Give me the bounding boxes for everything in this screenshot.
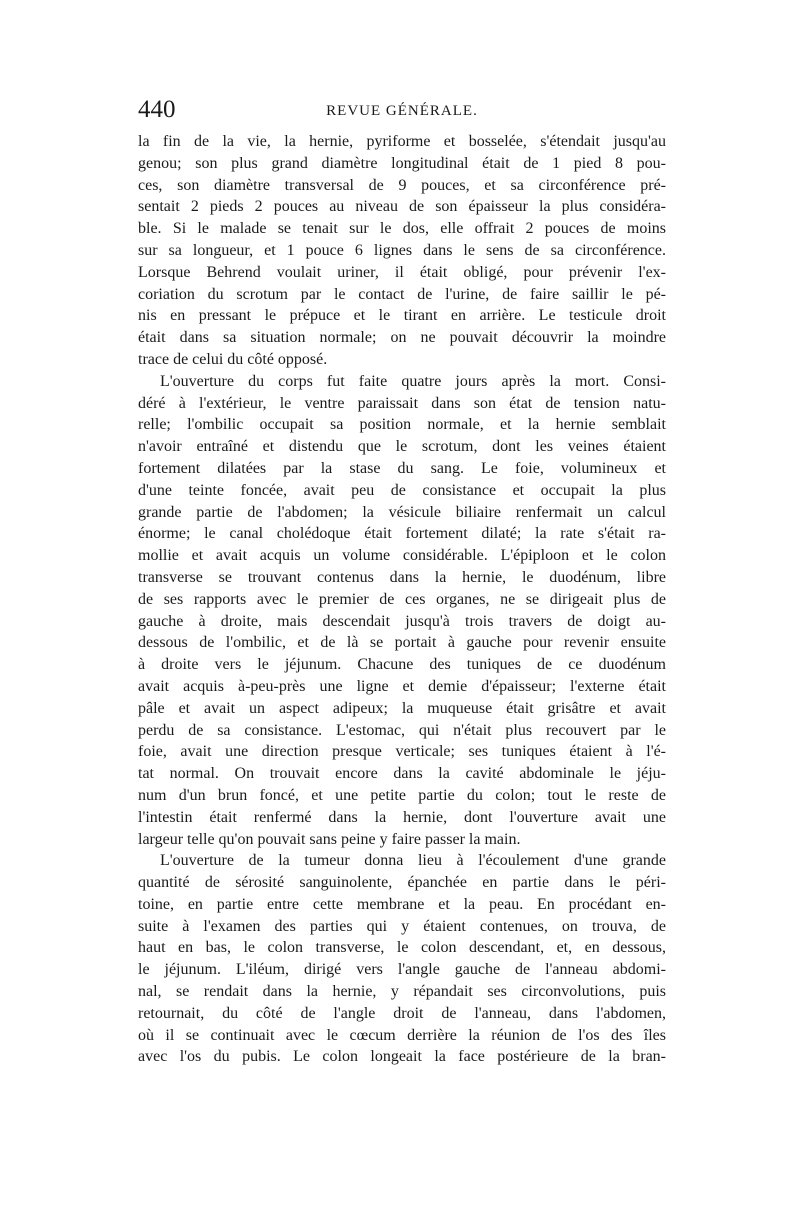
- text-line: haut en bas, le colon transverse, le colon descendant, et, en dessous,: [138, 939, 666, 957]
- text-line: relle; l'ombilic occupait sa position normale, et la hernie semblait: [138, 416, 666, 434]
- text-line: pâle et avait un aspect adipeux; la muqueuse était grisâtre et avait: [138, 699, 666, 717]
- text-line: Lorsque Behrend voulait uriner, il était obligé, pour prévenir l'ex-: [138, 263, 666, 281]
- text-line: toine, en partie entre cette membrane et la peau. En procédant en-: [138, 895, 666, 913]
- text-line: où il se continuait avec le cœcum derrière la réunion de l'os des îles: [138, 1026, 666, 1044]
- text-line: tat normal. On trouvait encore dans la cavité abdominale le jéju-: [138, 765, 666, 783]
- text-line: le jéjunum. L'iléum, dirigé vers l'angle gauche de l'anneau abdomi-: [138, 961, 666, 979]
- text-line: avait acquis à-peu-près une ligne et demie d'épaisseur; l'externe était: [138, 677, 666, 695]
- text-line: gauche à droite, mais descendait jusqu'à trois travers de doigt au-: [138, 612, 666, 630]
- text-line: grande partie de l'abdomen; la vésicule biliaire renfermait un calcul: [138, 503, 666, 521]
- text-line: mollie et avait acquis un volume considérable. L'épiploon et le colon: [138, 547, 666, 565]
- text-line: foie, avait une direction presque verticale; ses tuniques étaient à l'é-: [138, 743, 666, 761]
- text-line: la fin de la vie, la hernie, pyriforme et bosselée, s'étendait jusqu'au: [138, 133, 666, 150]
- paragraph-3: [138, 850, 666, 1068]
- text-line: ces, son diamètre transversal de 9 pouces, et sa circonférence pré-: [138, 176, 666, 194]
- text-line: était dans sa situation normale; on ne pouvait découvrir la moindre: [138, 329, 666, 347]
- text-line: n'avoir entraîné et distendu que le scrotum, dont les veines étaient: [138, 438, 666, 456]
- text-line: L'ouverture du corps fut faite quatre jours après la mort. Consi-: [160, 372, 666, 390]
- text-line: largeur telle qu'on pouvait sans peine y faire passer la main.: [138, 830, 521, 848]
- text-line: perdu de sa consistance. L'estomac, qui n'était plus recouvert par le: [138, 721, 666, 739]
- text-line: trace de celui du côté opposé.: [138, 350, 328, 368]
- text-line: retournait, du côté de l'angle droit de l'anneau, dans l'abdomen,: [138, 1004, 666, 1022]
- running-head: [138, 95, 666, 131]
- book-page: [138, 95, 666, 1068]
- text-line: L'ouverture de la tumeur donna lieu à l'écoulement d'une grande: [160, 852, 666, 870]
- text-line: ble. Si le malade se tenait sur le dos, elle offrait 2 pouces de moins: [138, 220, 666, 238]
- text-line: sur sa longueur, et 1 pouce 6 lignes dans le sens de sa circonférence.: [138, 241, 666, 259]
- text-line: énorme; le canal cholédoque était fortement dilaté; la rate s'était ra-: [138, 525, 666, 543]
- text-line: dessous de l'ombilic, et de là se portait à gauche pour revenir ensuite: [138, 634, 666, 652]
- paragraph-2: [138, 371, 666, 851]
- text-line: l'intestin était renfermé dans la hernie, dont l'ouverture avait une: [138, 808, 666, 826]
- text-line: avec l'os du pubis. Le colon longeait la face postérieure de la bran-: [138, 1048, 666, 1066]
- text-line: genou; son plus grand diamètre longitudinal était de 1 pied 8 pou-: [138, 154, 666, 172]
- text-line: nal, se rendait dans la hernie, y répandait ses circonvolutions, puis: [138, 983, 666, 1001]
- text-line: suite à l'examen des parties qui y étaient contenues, on trouva, de: [138, 917, 666, 935]
- running-title: REVUE GÉNÉRALE.: [326, 103, 478, 119]
- text-line: coriation du scrotum par le contact de l'urine, de faire saillir le pé-: [138, 285, 666, 303]
- text-line: sentait 2 pieds 2 pouces au niveau de son épaisseur la plus considéra-: [138, 198, 666, 216]
- text-line: d'une teinte foncée, avait peu de consistance et occupait la plus: [138, 481, 666, 499]
- page-number: 440: [138, 96, 176, 123]
- text-line: num d'un brun foncé, et une petite partie du colon; tout le reste de: [138, 786, 666, 804]
- text-line: à droite vers le jéjunum. Chacune des tuniques de ce duodénum: [138, 656, 666, 674]
- text-line: transverse se trouvant contenus dans la hernie, le duodénum, libre: [138, 568, 666, 586]
- paragraph-1: [138, 131, 666, 371]
- text-line: déré à l'extérieur, le ventre paraissait dans son état de tension natu-: [138, 394, 666, 412]
- text-line: quantité de sérosité sanguinolente, épanchée en partie dans le péri-: [138, 874, 666, 892]
- body-text: [138, 131, 666, 1068]
- text-line: de ses rapports avec le premier de ces organes, ne se dirigeait plus de: [138, 590, 666, 608]
- text-line: fortement dilatées par la stase du sang. Le foie, volumineux et: [138, 459, 666, 477]
- text-line: nis en pressant le prépuce et le tirant en arrière. Le testicule droit: [138, 307, 666, 325]
